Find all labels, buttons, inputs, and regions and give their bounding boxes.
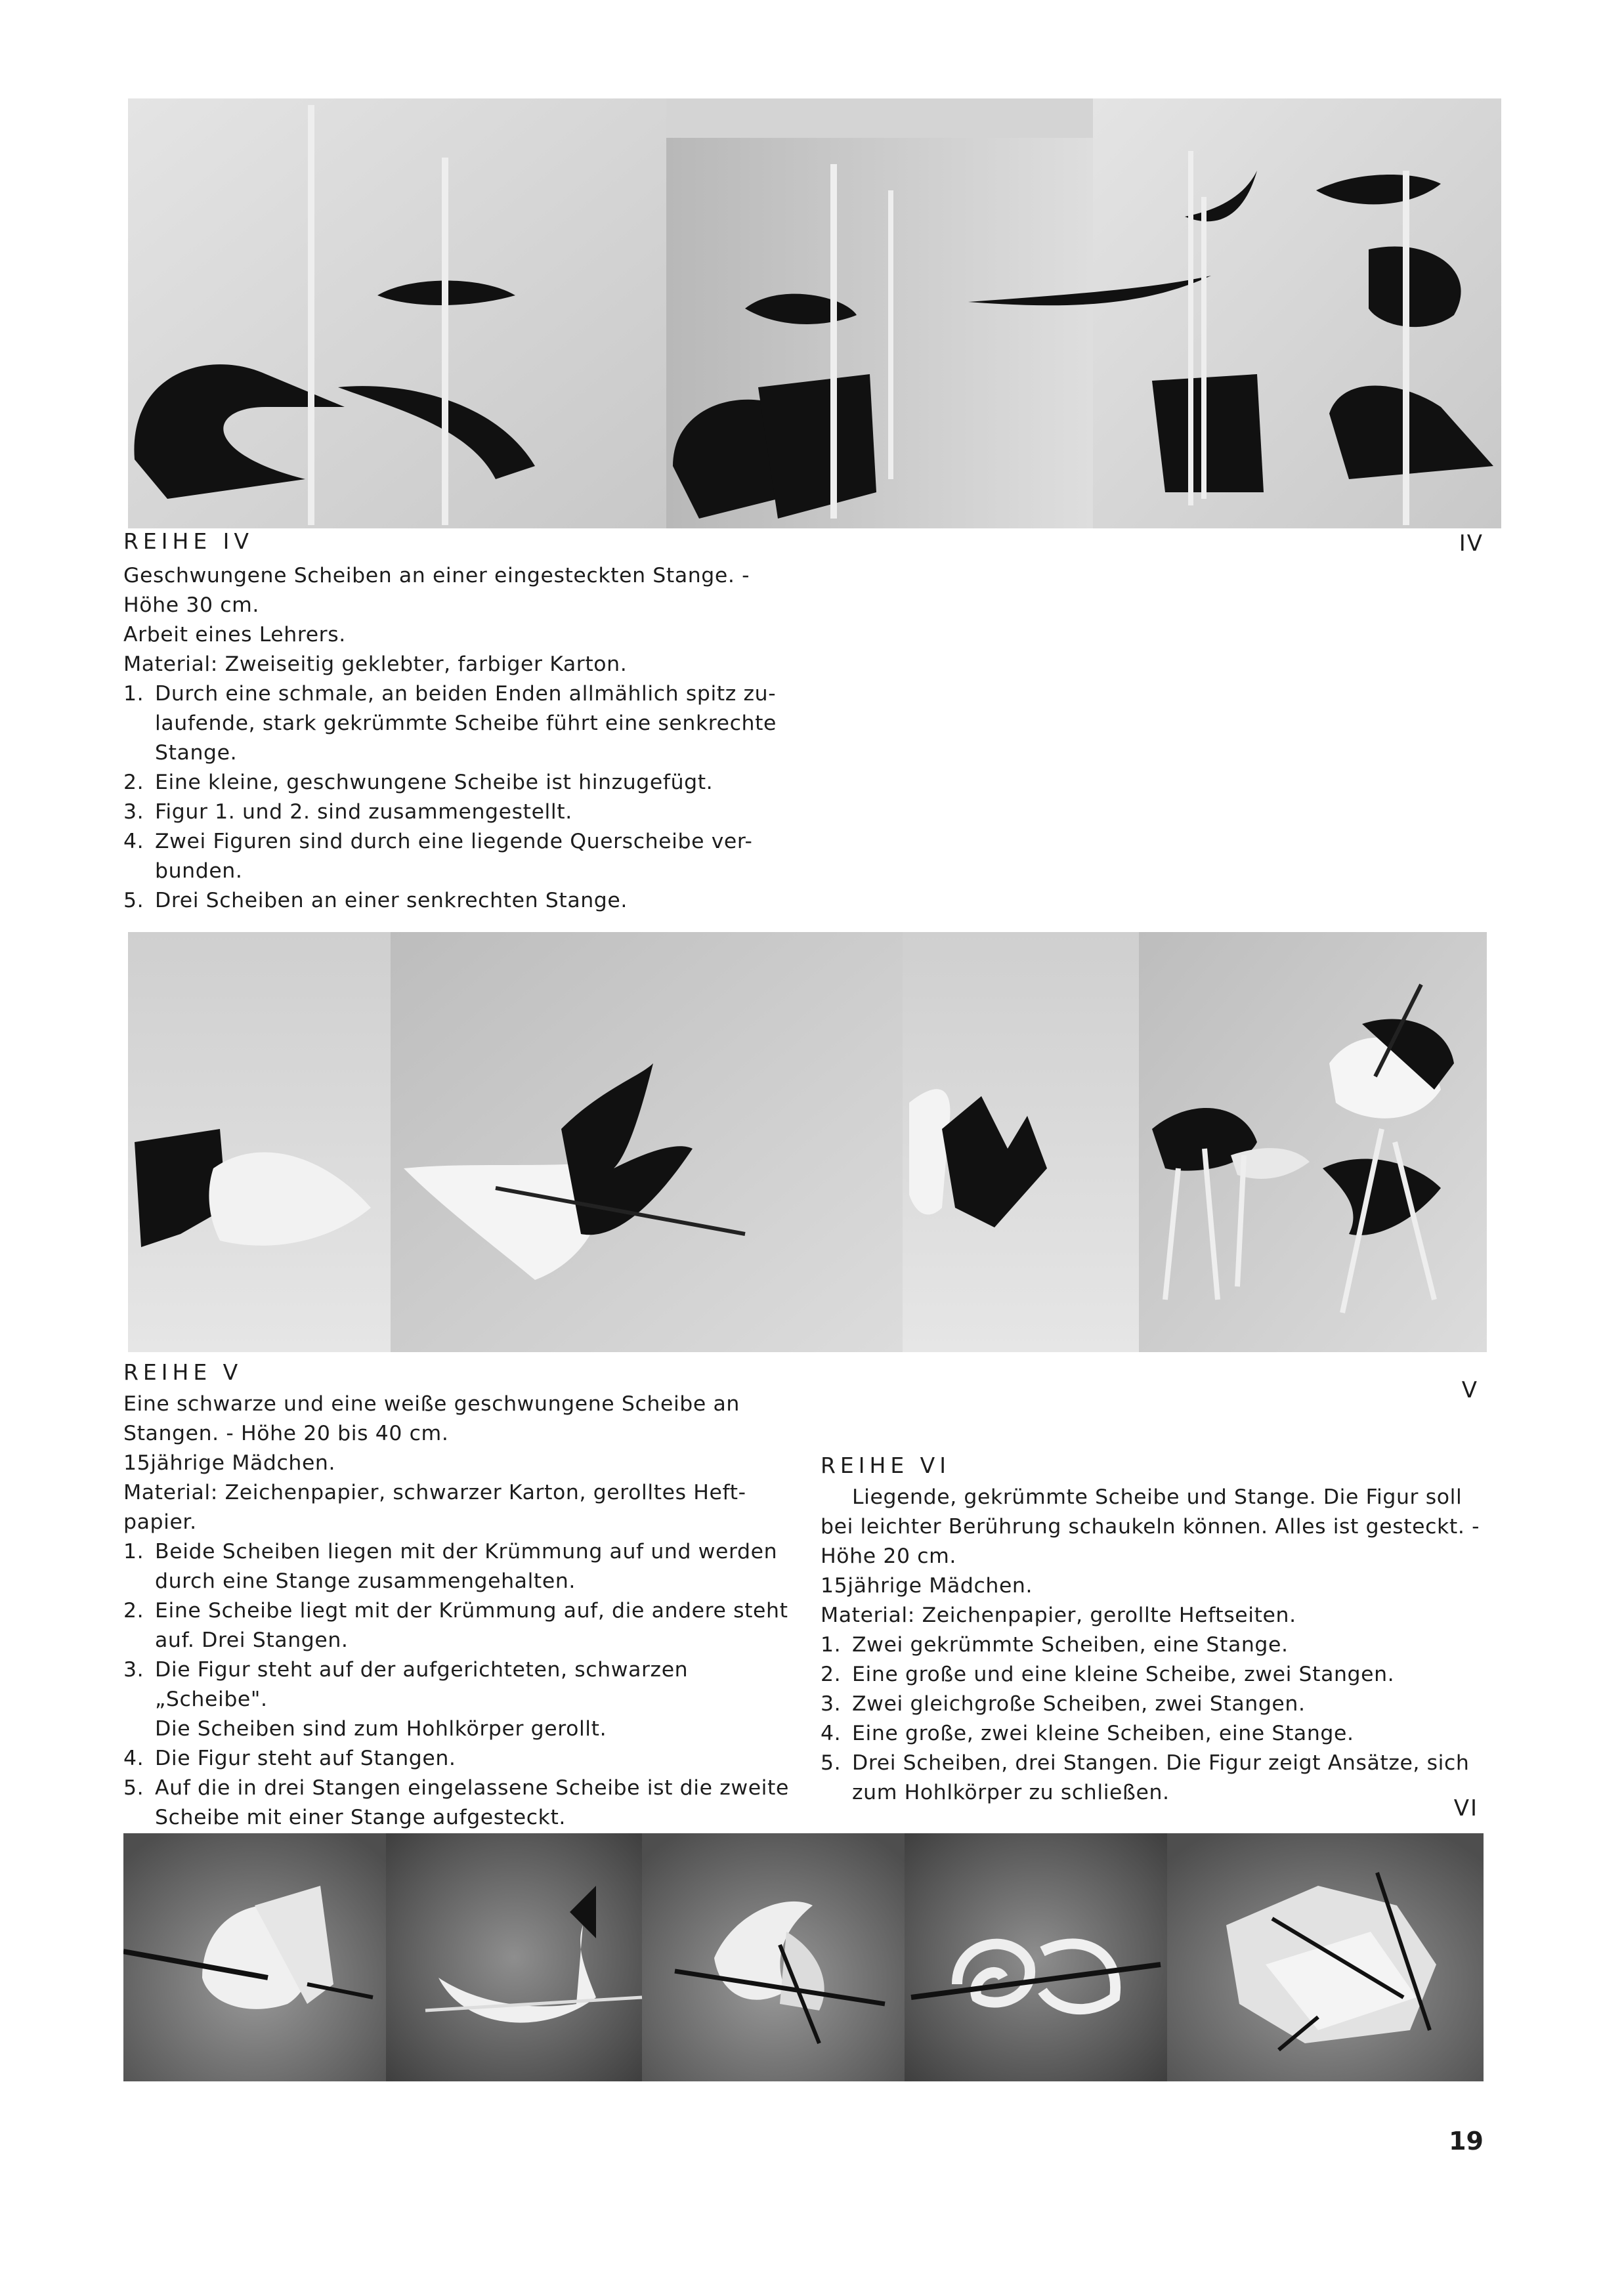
item-number: 1. — [123, 682, 144, 706]
item-text: Eine kleine, geschwungene Scheibe ist hinzugefügt. — [155, 771, 714, 794]
item-number: 2. — [123, 771, 144, 794]
item-text: Stange. — [155, 741, 238, 765]
item-text: Auf die in drei Stangen eingelassene Scheibe ist die zweite — [155, 1776, 789, 1800]
item-text: durch eine Stange zusammengehalten. — [155, 1569, 576, 1593]
series-vi-item — [821, 1660, 1490, 1690]
item-number: 5. — [123, 889, 144, 912]
photo-vi-4 — [905, 1833, 1167, 2081]
item-number: 1. — [123, 1540, 144, 1563]
series-v-heading: REIHE V — [123, 1359, 243, 1385]
series-v-intro-line: Stangen. - Höhe 20 bis 40 cm. — [123, 1422, 449, 1445]
series-iv-item — [123, 679, 800, 768]
series-iv-item — [123, 768, 800, 797]
series-vi-text — [821, 1451, 1490, 1808]
series-iv-text — [123, 561, 800, 916]
page-number: 19 — [1449, 2127, 1484, 2156]
item-text: Zwei gekrümmte Scheiben, eine Stange. — [852, 1633, 1289, 1657]
photo-v-2 — [391, 932, 903, 1352]
item-text: bunden. — [155, 859, 243, 883]
item-number: 2. — [821, 1663, 842, 1686]
sculpture-photos-iv — [128, 98, 1501, 528]
series-iv-intro-line: Höhe 30 cm. — [123, 593, 260, 617]
item-number: 3. — [821, 1692, 842, 1716]
item-text: Zwei Figuren sind durch eine liegende Querscheibe ver- — [155, 830, 753, 853]
item-number: 4. — [821, 1722, 842, 1745]
series-v-intro-line: papier. — [123, 1510, 197, 1534]
item-number: 5. — [123, 1776, 144, 1800]
item-text: Scheibe mit einer Stange aufgesteckt. — [155, 1806, 566, 1829]
series-v-item — [123, 1744, 806, 1774]
series-vi-item — [821, 1690, 1490, 1719]
item-text: Beide Scheiben liegen mit der Krümmung auf und werden — [155, 1540, 778, 1563]
series-v-item — [123, 1596, 806, 1655]
series-iv-item — [123, 797, 800, 827]
item-number: 3. — [123, 800, 144, 824]
series-v-roman-numeral: V — [1461, 1377, 1478, 1403]
photo-strip-reihe-v — [128, 932, 1487, 1352]
item-text: Drei Scheiben, drei Stangen. Die Figur zeigt Ansätze, sich — [852, 1751, 1470, 1775]
photo-strip-reihe-iv — [128, 98, 1501, 528]
series-v-item — [123, 1774, 806, 1833]
series-v-intro-line: Eine schwarze und eine weiße geschwungene Scheibe an — [123, 1392, 740, 1416]
series-vi-intro-line: Liegende, gekrümmte Scheibe und Stange. Die Figur soll — [852, 1485, 1463, 1509]
sculpture-photos-vi — [123, 1833, 1484, 2081]
item-number: 2. — [123, 1599, 144, 1623]
photo-vi-2 — [386, 1833, 642, 2081]
item-text: Die Scheiben sind zum Hohlkörper gerollt. — [155, 1717, 607, 1741]
series-vi-heading: REIHE VI — [821, 1453, 951, 1478]
item-number: 5. — [821, 1751, 842, 1775]
series-iv-intro-line: Geschwungene Scheiben an einer eingesteckten Stange. - — [123, 564, 750, 587]
series-iv-roman-numeral: IV — [1459, 530, 1484, 557]
item-text: Figur 1. und 2. sind zusammengestellt. — [155, 800, 572, 824]
series-vi-item — [821, 1630, 1490, 1660]
series-iv-item — [123, 827, 800, 886]
item-text: Eine Scheibe liegt mit der Krümmung auf, die andere steht — [155, 1599, 788, 1623]
series-v-text — [123, 1357, 806, 1833]
series-vi-item — [821, 1719, 1490, 1749]
item-number: 1. — [821, 1633, 842, 1657]
item-number: 4. — [123, 1747, 144, 1770]
series-v-intro-line: Material: Zeichenpapier, schwarzer Karton, gerolltes Heft- — [123, 1481, 746, 1504]
item-text: Zwei gleichgroße Scheiben, zwei Stangen. — [852, 1692, 1306, 1716]
series-iv-item — [123, 886, 800, 916]
series-vi-intro-line: Material: Zeichenpapier, gerollte Heftseiten. — [821, 1604, 1296, 1627]
series-v-item — [123, 1655, 806, 1744]
item-text: laufende, stark gekrümmte Scheibe führt eine senkrechte — [155, 712, 777, 735]
series-vi-intro-line: bei leichter Berührung schaukeln können. Alles ist gesteckt. - — [821, 1515, 1480, 1539]
item-text: Eine große, zwei kleine Scheiben, eine Stange. — [852, 1722, 1354, 1745]
series-vi-item — [821, 1749, 1490, 1808]
item-text: Durch eine schmale, an beiden Enden allmählich spitz zu- — [155, 682, 777, 706]
series-iv-heading: REIHE IV — [123, 528, 253, 554]
item-text: auf. Drei Stangen. — [155, 1628, 349, 1652]
series-vi-roman-numeral: VI — [1453, 1795, 1478, 1821]
item-number: 4. — [123, 830, 144, 853]
item-text: Die Figur steht auf der aufgerichteten, schwarzen „Scheibe". — [155, 1658, 689, 1711]
series-iv-intro-line: Material: Zweiseitig geklebter, farbiger Karton. — [123, 652, 628, 676]
item-text: zum Hohlkörper zu schließen. — [852, 1781, 1170, 1804]
series-v-intro-line: 15jährige Mädchen. — [123, 1451, 336, 1475]
series-vi-intro-line: 15jährige Mädchen. — [821, 1574, 1033, 1598]
series-vi-intro-line: Höhe 20 cm. — [821, 1544, 957, 1568]
series-v-item — [123, 1537, 806, 1596]
item-text: Die Figur steht auf Stangen. — [155, 1747, 456, 1770]
series-iv-intro-line: Arbeit eines Lehrers. — [123, 623, 346, 647]
photo-strip-reihe-vi — [123, 1833, 1484, 2081]
item-text: Drei Scheiben an einer senkrechten Stange. — [155, 889, 628, 912]
item-number: 3. — [123, 1658, 144, 1682]
item-text: Eine große und eine kleine Scheibe, zwei Stangen. — [852, 1663, 1395, 1686]
sculpture-photos-v — [128, 932, 1487, 1352]
